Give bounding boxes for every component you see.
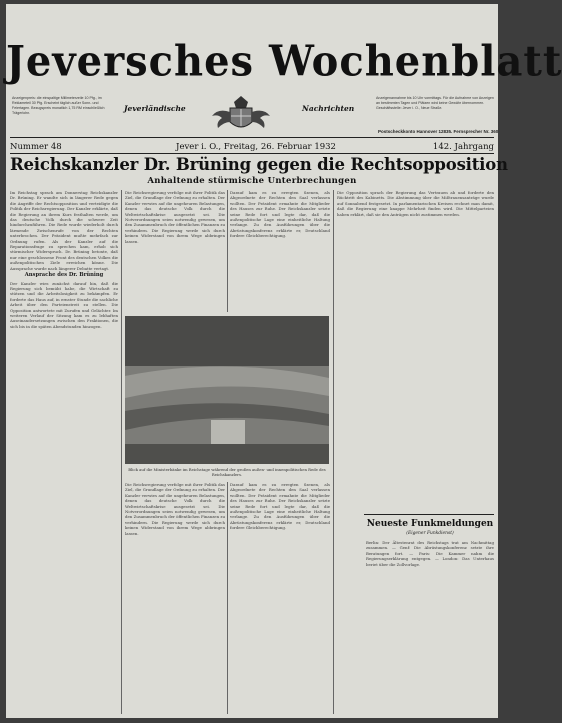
masthead-tagline-right: Nachrichten [302, 104, 355, 113]
column-divider [227, 190, 228, 312]
news-sidebox-text: Berlin: Der Ältestenrat des Reichstags trat am Nachmittag zusammen. — Genf: Die Abrüstungskonferenz setzte ihre Beratungen fort. — Paris: Die Kammer nahm die Regierungserklärung entgegen. — London: Das Unterhaus beriet über die Zollvorlage. [366, 540, 494, 567]
issue-date: Jever i. O., Freitag, 26. Februar 1932 [176, 142, 336, 152]
news-sidebox-subtitle: (Eigener Funkdienst) [406, 531, 454, 536]
article-column-2-lower [125, 482, 225, 714]
rule-top [10, 137, 494, 138]
masthead-contact-line: Postscheckkonto Hannover 12835. Fernsprecher Nr. 360 [378, 129, 499, 134]
article-column-3 [230, 190, 330, 312]
article-column-2 [125, 190, 225, 312]
article-column-4 [337, 190, 494, 510]
issue-number: Nummer 48 [10, 142, 62, 152]
reichstag-photo [125, 316, 329, 464]
rule-bottom [10, 153, 494, 154]
column-1-text: Im Reichstag sprach am Donnerstag Reichskanzler Dr. Brüning. Er wandte sich in längerer Rede gegen die Angriffe der Rechtsopposition und verteidigte die Politik der Reichsregierung. Der Kanzler erklärte, daß die Regierung an ihrem Kurs festhalten werde, um das deutsche Volk durch die schwere Zeit hindurchzuführen. Die Rede wurde wiederholt durch lärmende Zwischenrufe von der Rechten unterbrochen. Der Präsident mußte mehrfach zur Ordnung rufen. Als der Kanzler auf die Reparationsfrage zu sprechen kam, erhob sich stürmischer Widerspruch. Dr. Brüning betonte, daß nur eine geschlossene Front des deutschen Volkes die außenpolitischen Ziele erreichen könne. Die Aussprache wurde nach längerer Debatte vertagt. [10, 190, 118, 271]
column-divider [227, 482, 228, 714]
column-1-text-b: Der Kanzler wies zunächst darauf hin, daß die Regierung sich bemüht habe, die Wirtschaft zu stützen und die Arbeitslosigkeit zu bekämpfen. Er forderte das Haus auf, in ernster Stunde die sachliche Arbeit über den Parteienstreit zu stellen. Die Opposition antwortete mit Zurufen und Gelächter. Im weiteren Verlauf der Sitzung kam es zu lebhaften Auseinandersetzungen zwischen den Fraktionen, die sich bis in die späten Abendstunden hinzogen. [10, 280, 118, 329]
column-4-text: Die Opposition sprach der Regierung das Vertrauen ab und forderte den Rücktritt des Kabinetts. Die Abstimmung über die Mißtrauensanträge wurde auf Sonnabend festgesetzt. In parlamentarischen Kreisen rechnet man damit, daß die Regierung eine knappe Mehrheit finden wird. Die Mittelparteien haben erklärt, daß sie den Anträgen nicht zustimmen werden. [337, 190, 494, 217]
masthead-right-notice: Anzeigenannahme bis 10 Uhr vormittags. Für die Aufnahme von Anzeigen an bestimmten Tagen und Plätzen wird keine Gewähr übernommen. Geschäftsstelle: Jever i. O., Neue Straße. [376, 96, 494, 110]
dateline [10, 140, 494, 154]
main-headline: Reichskanzler Dr. Brüning gegen die Rechtsopposition [10, 155, 508, 174]
column-3-text: Darauf kam es zu erregten Szenen, als Abgeordnete der Rechten den Saal verlassen wollten. Der Präsident ermahnte die Mitglieder des Hauses zur Ruhe. Der Reichskanzler setzte seine Rede fort und legte dar, daß die außenpolitische Lage eine einheitliche Haltung verlange. Zu den Ausführungen über die Abrüstungskonferenz erklärte er, Deutschland fordere Gleichberechtigung. [230, 190, 330, 239]
coat-of-arms-icon [206, 92, 276, 134]
photo-caption: Blick auf die Ministerbänke im Reichstage während der großen außen- und innenpolitischen Rede des Reichskanzlers. [128, 467, 326, 477]
column-2-lower-text: Die Reichsregierung verfolge mit ihrer Politik das Ziel, die Grundlage der Ordnung zu erhalten. Der Kanzler verwies auf die ungeheuren Belastungen, denen das deutsche Volk durch die Weltwirtschaftskrise ausgesetzt sei. Die Notverordnungen seien notwendig gewesen, um den Zusammenbruch der öffentlichen Finanzen zu verhindern. Die Regierung werde sich durch keinen Widerstand von ihrem Wege abbringen lassen. [125, 482, 225, 536]
column-divider [121, 190, 122, 714]
sub-headline: Anhaltende stürmische Unterbrechungen [147, 176, 357, 186]
photo-image [125, 316, 329, 464]
sidebox-rule [364, 514, 494, 515]
column-2-text: Die Reichsregierung verfolge mit ihrer Politik das Ziel, die Grundlage der Ordnung zu erhalten. Der Kanzler verwies auf die ungeheuren Belastungen, denen das deutsche Volk durch die Weltwirtschaftskrise ausgesetzt sei. Die Notverordnungen seien notwendig gewesen, um den Zusammenbruch der öffentlichen Finanzen zu verhindern. Die Regierung werde sich durch keinen Widerstand von ihrem Wege abbringen lassen. [125, 190, 225, 244]
article-column-3-lower [230, 482, 330, 714]
news-sidebox-title: Neueste Funkmeldungen [366, 519, 494, 529]
masthead-title: Jeversches Wochenblatt [6, 36, 562, 87]
column-1-section-heading: Ansprache des Dr. Brüning [24, 272, 104, 279]
article-column-1 [10, 190, 118, 714]
newspaper-page [6, 4, 562, 718]
news-sidebox-body [366, 540, 494, 714]
issue-volume: 142. Jahrgang [432, 142, 494, 152]
masthead-tagline-left: Jeverländische [124, 104, 186, 113]
masthead-left-notice: Anzeigenpreis: die einspaltige Millimeterzeile 10 Pfg., im Reklameteil 30 Pfg. Erscheint täglich außer Sonn- und Feiertagen. Bezugspreis monatlich 1,75 RM einschließlich Trägerlohn. [12, 96, 105, 115]
column-3-lower-text: Darauf kam es zu erregten Szenen, als Abgeordnete der Rechten den Saal verlassen wollten. Der Präsident ermahnte die Mitglieder des Hauses zur Ruhe. Der Reichskanzler setzte seine Rede fort und legte dar, daß die außenpolitische Lage eine einheitliche Haltung verlange. Zu den Ausführungen über die Abrüstungskonferenz erklärte er, Deutschland fordere Gleichberechtigung. [230, 482, 330, 531]
column-divider [333, 190, 334, 714]
